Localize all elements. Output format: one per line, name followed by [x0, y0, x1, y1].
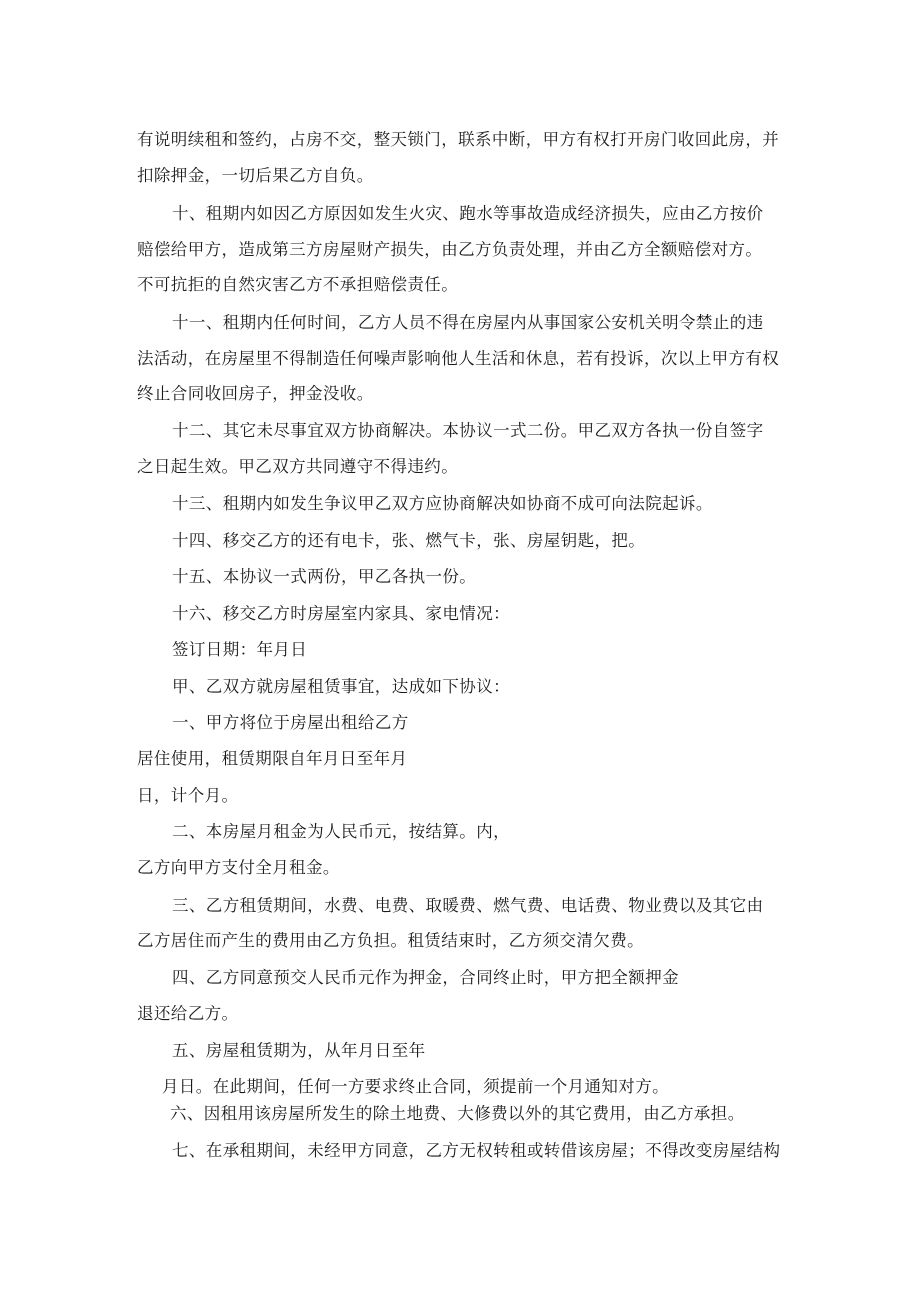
text-line: 月日。在此期间，任何一方要求终止合同，须提前一个月通知对方。 [162, 1077, 669, 1096]
text-line: 有说明续租和签约，占房不交，整天锁门，联系中断，甲方有权打开房门收回此房，并 [137, 130, 780, 149]
text-line: 七、在承租期间，未经甲方同意，乙方无权转租或转借该房屋；不得改变房屋结构 [172, 1141, 781, 1160]
text-line: 乙方向甲方支付全月租金。 [137, 858, 340, 877]
text-line: 四、乙方同意预交人民币元作为押金，合同终止时，甲方把全额押金 [172, 968, 679, 987]
text-line: 一、甲方将位于房屋出租给乙方 [172, 713, 409, 732]
text-line: 十四、移交乙方的还有电卡，张、燃气卡，张、房屋钥匙，把。 [172, 531, 646, 550]
text-line: 日，计个月。 [137, 786, 239, 805]
text-line: 退还给乙方。 [137, 1004, 239, 1023]
text-line: 十三、租期内如发生争议甲乙双方应协商解决如协商不成可向法院起诉。 [172, 494, 713, 513]
text-line: 三、乙方租赁期间，水费、电费、取暖费、燃气费、电话费、物业费以及其它由 [172, 896, 764, 915]
text-line: 十五、本协议一式两份，甲乙各执一份。 [172, 567, 477, 586]
text-line: 乙方居住而产生的费用由乙方负担。租赁结束时，乙方须交清欠费。 [137, 931, 644, 950]
text-line: 十、租期内如因乙方原因如发生火灾、跑水等事故造成经济损失，应由乙方按价 [172, 204, 764, 223]
text-line: 五、房屋租赁期为，从年月日至年 [172, 1041, 426, 1060]
text-line: 十六、移交乙方时房屋室内家具、家电情况： [172, 604, 510, 623]
text-line: 居住使用，租赁期限自年月日至年月 [137, 749, 408, 768]
text-line: 不可抗拒的自然灾害乙方不承担赔偿责任。 [137, 275, 459, 294]
text-line: 法活动，在房屋里不得制造任何噪声影响他人生活和休息，若有投诉，次以上甲方有权 [137, 349, 780, 368]
text-line: 赔偿给甲方，造成第三方房屋财产损失，由乙方负责处理，并由乙方全额赔偿对方。 [137, 240, 763, 259]
text-line: 签订日期：年月日 [172, 640, 308, 659]
text-line: 扣除押金，一切后果乙方自负。 [137, 166, 374, 185]
text-line: 之日起生效。甲乙双方共同遵守不得违约。 [137, 457, 459, 476]
text-line: 十二、其它未尽事宜双方协商解决。本协议一式二份。甲乙双方各执一份自签字 [172, 421, 764, 440]
text-line: 六、因租用该房屋所发生的除土地费、大修费以外的其它费用，由乙方承担。 [170, 1104, 745, 1123]
text-line: 终止合同收回房子，押金没收。 [137, 384, 374, 403]
text-line: 二、本房屋月租金为人民币元，按结算。内， [172, 822, 510, 841]
text-line: 甲、乙双方就房屋租赁事宜，达成如下协议： [172, 677, 510, 696]
text-line: 十一、租期内任何时间，乙方人员不得在房屋内从事国家公安机关明令禁止的违 [172, 313, 764, 332]
